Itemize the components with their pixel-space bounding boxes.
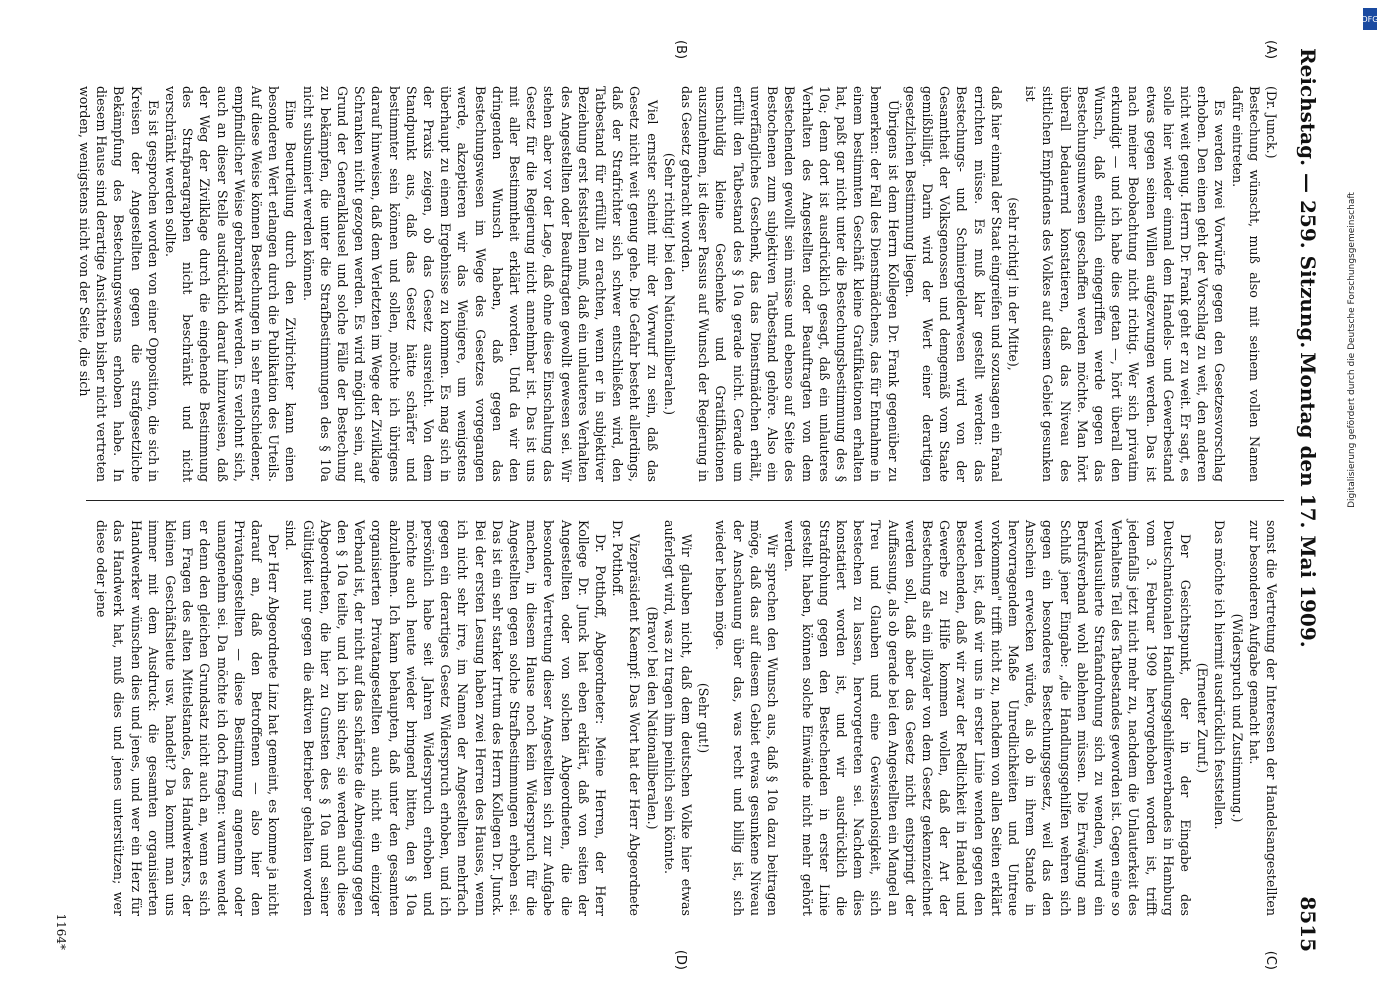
paragraph: daß hier einmal der Staat eingreifen und sozusagen ein Fanal errichten müsse. Es muß klar gestellt werden: das Bestechungs- und Schmiergelderwesen wird von der Gesamtheit der Volksgenossen und demgemäß vom Staate gemißbilligt. Darin wird der Wert einer derartigen gesetzlichen Bestimmung liegen. (902, 86, 1004, 482)
paragraph: Das möchte ich hiermit ausdrücklich feststellen. (1211, 520, 1227, 830)
page-number: 8515 (1295, 896, 1320, 952)
paragraph: sonst die Vertretung der Interessen der Handelsangestellten zur besonderen Aufgabe gemacht hat. (1246, 520, 1279, 916)
paragraph: Bestechung wünscht, muß also mit seinem vollen Namen dafür eintreten. (1229, 86, 1262, 482)
margin-mark-a: (A) (1262, 40, 1278, 60)
interjection: (Widerspruch und Zustimmung.) (1229, 613, 1245, 823)
paragraph: Viel ernster scheint mir der Vorwurf zu sein, daß das Gesetz nicht weit genug gehe. Die Gefahr besteht allerdings, daß der Strafrichter sich schwer entschließen wird, den Tatbestand für erfüllt zu erachten, wenn er in subjektiver Beziehung erst feststellen muß, daß ein unlauteres Verhalten des Angestellten oder Beauftragten gewollt gewesen sei. Wir stehen aber vor der Lage, daß ohne diese Einschaltung das Gesetz für die Regierung nicht annehmbar ist. Das ist uns mit aller Bestimmtheit erklärt worden. Und da wir den dringenden Wunsch haben, daß gegen das Bestechungswesen im Wege des Gesetzes vorgegangen werde, akzeptieren wir das Wenigere, um wenigstens überhaupt zu einem Ergebnisse zu kommen. Es mag sich in der Praxis zeigen, ob das Gesetz ausreicht. Von dem Standpunkt aus, daß das Gesetz hätte schärfer und bestimmter sein können und sollen, möchte ich übrigens darauf hinweisen, daß dem Verletzten im Wege der Zivilklage Schranken nicht gezogen werden. Es wird möglich sein, auf Grund der Generalklausel und solche Fälle der Bestechung zu bekämpfen, die unter die Strafbestimmungen des § 10a nicht subsumiert werden können. (300, 86, 660, 482)
paragraph: Wir sprechen den Wunsch aus, daß § 10a dazu beitragen möge, daß das auf diesem Gebiet etwas gesunkene Niveau der Anschauung über das, was recht und billig ist, sich wieder heben möge. (713, 520, 780, 916)
interjection: (Sehr gut!) (695, 682, 711, 754)
signature-mark: 1164* (53, 913, 68, 950)
dfg-logo: DFG (1363, 8, 1377, 30)
interjection: (Erneuter Zuruf.) (1194, 662, 1210, 774)
margin-mark-d: (D) (672, 949, 688, 970)
credit-text: Digitalisierung gefördert durch die Deutsche Forschungsgemeinschaft (1347, 192, 1357, 508)
left-column (76, 86, 1280, 483)
paragraph: Wir glauben nicht, daß dem deutschen Volke hier etwas auferlegt wird, was zu tragen ihm peinlich sein könnte. (661, 520, 694, 916)
margin-mark-b: (B) (672, 40, 688, 60)
column-rule (86, 500, 1284, 501)
paragraph: Der Herr Abgeordnete Linz hat gemeint, es komme ja nicht darauf an, daß den Betroffenen — also hier den Privatangestellten — diese Bestimmung angenehm oder unangenehm sei. Da möchte ich doch fragen: warum wendet er denn den gleichen Grundsatz nicht auch an, wenn es sich um Fragen des alten Mittelstandes, des Handwerkers, der kleinen Geschäftsleute usw. handelt? Da kommt man uns immer mit dem Ausdruck: die gesamten organisierten Handwerker wünschen dies und jenes, und wer ein Herz für das Handwerk hat, muß dies und jenes unterstützen; wer diese oder jene (93, 520, 281, 916)
paragraph: Übrigens ist dem Herrn Kollegen Dr. Frank gegenüber zu bemerken: der Fall des Dienstmädchens, das für Entnahme in einem bestimmten Geschäft kleine Gratifikationen erhalten hat, paßt gar nicht unter die Bestechungsbestimmung des § 10a; denn dort ist ausdrücklich gesagt, daß ein unlauteres Verhalten des Angestellten oder Beauftragten von dem Bestechenden gewollt sein müsse und ebenso auf Seite des Bestochenen zum subjektiven Tatbestand gehöre. Also ein unverfängliches Geschenk, das das Dienstmädchen erhält, erfüllt den Tatbestand des § 10a gerade nicht. Gerade um unschuldig kleine Geschenke und Gratifikationen auszunehmen, ist dieser Passus auf Wunsch der Regierung in das Gesetz gebracht worden. (678, 86, 901, 482)
digitization-credit (1345, 40, 1359, 660)
interjection: (sehr richtig! in der Mitte), (1005, 197, 1021, 371)
interjection: (Sehr richtig! bei den Nationalliberalen.) (661, 152, 677, 416)
paragraph: Dr. Potthoff, Abgeordneter: Meine Herren, der Herr Kollege Dr. Junck hat eben erklärt, daß von seiten der Angestellten oder von solchen Abgeordneten, die die besondere Vertretung dieser Angestellten sich zur Aufgabe machen, in diesem Hause noch kein Widerspruch für die Angestellten gegen solche Strafbestimmungen erhoben sei. Das ist ein sehr starker Irrtum des Herrn Kollegen Dr. Junck. Bei der ersten Lesung haben zwei Herren des Hauses, wenn ich nicht sehr irre, im Namen der Angestellten mehrfach gegen ein derartiges Gesetz Widerspruch erhoben, und ich persönlich habe seit Jahren Widerspruch erhoben und möchte auch heute wieder bringend bitten, den § 10a abzulehnen. Ich kann behaupten, daß unter den gesamten organisierten Privatangestellten auch nicht ein einziger Verband ist, der nicht auf das schärfste die Abneigung gegen den § 10a teilte, und ich bin sicher, sie werden auch diese Abgeordneten, die hier zu Gunsten des § 10a und seiner Gültigkeit nur gegen die aktiven Betrieber gehalten worden sind. (282, 520, 608, 916)
paragraph: Es ist gesprochen worden von einer Opposition, die sich in Kreisen der Angestellten gegen die strafgesetzliche Bekämpfung des Bestechungswesens erhoben habe. In diesem Hause sind derartige Ansichten bisher nicht vertreten worden, wenigstens nicht von der Seite, die sich (76, 86, 161, 483)
speaker-note: (Dr. Junck.) (1263, 86, 1279, 159)
header-date: Montag den 17. Mai 1909. (1295, 352, 1320, 648)
margin-mark-c: (C) (1262, 950, 1278, 970)
interjection: (Bravo! bei den Nationalliberalen.) (644, 606, 660, 830)
paragraph: Eine Beurteilung durch den Zivilrichter kann einen besonderen Wert erlangen durch die Publikation des Urteils. Auf diese Weise können Bestechungen in sehr entschiedener, empfindlicher Weise gebrandmarkt werden. Es verlohnt sich, auch an dieser Stelle ausdrücklich darauf hinzuweisen, daß der Weg der Zivilklage durch die eingehende Bestimmung des Strafparagraphen nicht beschränkt und nicht verschränkt werden sollte. (162, 86, 298, 482)
speaker-announcement: Vizepräsident Kaempf: Das Wort hat der Herr Abgeordnete Dr. Potthoff. (609, 520, 642, 916)
page-header (1288, 48, 1324, 952)
paragraph: Der Gesichtspunkt, der in der Eingabe des Deutschnationalen Handlungsgehilfenverbandes in Hamburg vom 3. Februar 1909 hervorgehoben worden ist, trifft jedenfalls jetzt nicht mehr zu, nachdem die Unlauterkeit des Verhaltens Teil des Tatbestandes geworden ist. Gegen eine so verklausulierte Strafandrohung sich zu wenden, wird ein Berufsverband wohl ablehnen müssen. Die Erwägung am Schluß jener Eingabe: „die Handlungsgehilfen wehren sich gegen ein besonderes Bestechungsgesetz, weil das den Anschein erwecken würde, als ob in ihrem Stande in hervorragendem Maße Unredlichkeiten und Untreue vorkommen" trifft nicht zu, nachdem von allen Seiten erklärt worden ist, daß wir uns in erster Linie wenden gegen den Bestechenden, daß wir zwar der Redlichkeit in Handel und Gewerbe zu Hilfe kommen wollen, daß der Art der Bestechung als ein illoyaler von dem Gesetz gekennzeichnet werden soll, daß aber das Gesetz nicht entspringt der Auffassung, als ob gerade bei den Angestellten ein Mangel an Treu und Glauben und eine Gewissenlosigkeit, sich bestechen zu lassen, hervorgetreten sei. Nachdem dies konstatiert worden ist, und wir ausdrücklich die Strafdrohung gegen den Bestechenden in erster Linie gestellt haben, können solche Einwände nicht mehr gehört werden. (781, 520, 1193, 916)
header-left: Reichstag. — 259. Sitzung. (1295, 48, 1320, 349)
document-page (42, 0, 1342, 1000)
right-column (82, 520, 1280, 916)
paragraph: Es werden zwei Vorwürfe gegen den Gesetzesvorschlag erhoben. Den einen geht der Vorschlag zu weit, den anderen nicht weit genug. Herrn Dr. Frank geht er zu weit. Er sagt, es solle hier wieder einmal dem Handels- und Gewerbestand etwas gegen seinen Willen aufgezwungen werden. Das ist nach meiner Beobachtung nicht richtig. Wer sich privatim erkundigt — und ich habe dies getan —, hört überall den Wunsch, daß endlich eingegriffen werde gegen das Bestechungsunwesen geschaffen werden möchte. Man hört überall bedauernd konstatieren, daß das Niveau des sittlichen Empfindens des Volkes auf diesem Gebiet gesunken ist (1022, 86, 1227, 482)
